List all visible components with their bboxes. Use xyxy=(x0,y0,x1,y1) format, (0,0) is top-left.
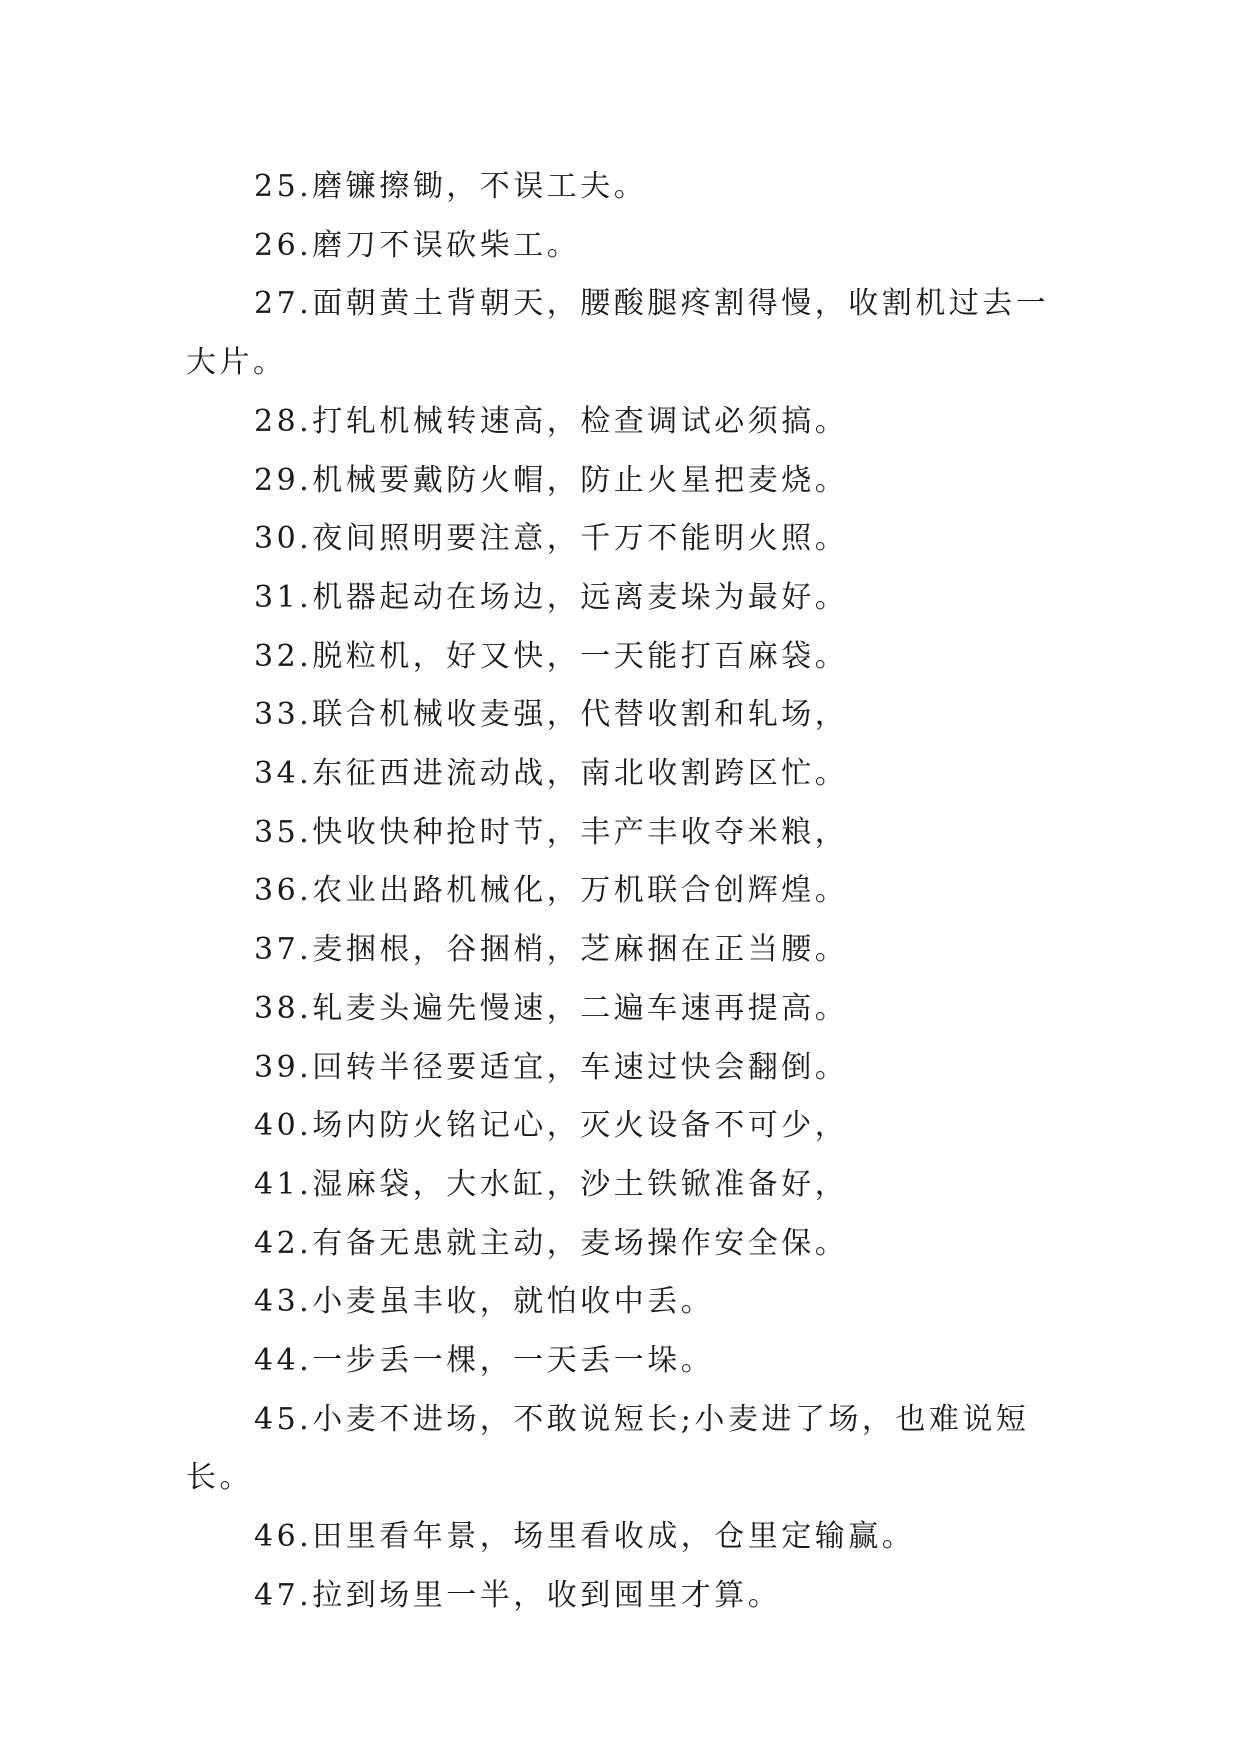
list-item: 39.回转半径要适宜，车速过快会翻倒。 xyxy=(254,1049,849,1085)
list-item: 43.小麦虽丰收，就怕收中丢。 xyxy=(254,1284,715,1320)
list-item: 41.湿麻袋，大水缸，沙土铁锨准备好， xyxy=(254,1166,849,1202)
list-item: 45.小麦不进场，不敢说短长;小麦进了场，也难说短长。 xyxy=(186,1401,1030,1496)
list-item: 44.一步丢一棵，一天丢一垛。 xyxy=(254,1343,715,1379)
list-item: 47.拉到场里一半，收到囤里才算。 xyxy=(254,1577,782,1613)
list-item: 46.田里看年景，场里看收成，仓里定输赢。 xyxy=(254,1519,916,1555)
list-item: 40.场内防火铭记心，灭火设备不可少， xyxy=(254,1108,849,1144)
list-item: 42.有备无患就主动，麦场操作安全保。 xyxy=(254,1225,849,1261)
list-item: 36.农业出路机械化，万机联合创辉煌。 xyxy=(254,873,849,909)
list-item: 28.打轧机械转速高，检查调试必须搞。 xyxy=(254,403,849,439)
document-body xyxy=(186,158,1066,1626)
list-item: 35.快收快种抢时节，丰产丰收夺米粮， xyxy=(254,814,849,850)
list-item: 33.联合机械收麦强，代替收割和轧场， xyxy=(254,697,849,733)
list-item: 34.东征西进流动战，南北收割跨区忙。 xyxy=(254,756,849,792)
list-item: 31.机器起动在场边，远离麦垛为最好。 xyxy=(254,579,849,615)
list-item: 27.面朝黄土背朝天，腰酸腿疼割得慢，收割机过去一大片。 xyxy=(186,286,1050,381)
list-item: 32.脱粒机，好又快，一天能打百麻袋。 xyxy=(254,638,849,674)
list-item: 25.磨镰擦锄，不误工夫。 xyxy=(254,169,648,204)
list-item: 30.夜间照明要注意，千万不能明火照。 xyxy=(254,521,849,557)
list-item: 29.机械要戴防火帽，防止火星把麦烧。 xyxy=(254,462,849,498)
list-item: 37.麦捆根，谷捆梢，芝麻捆在正当腰。 xyxy=(254,932,849,968)
list-item: 26.磨刀不误砍柴工。 xyxy=(254,227,581,263)
list-item: 38.轧麦头遍先慢速，二遍车速再提高。 xyxy=(254,990,849,1026)
